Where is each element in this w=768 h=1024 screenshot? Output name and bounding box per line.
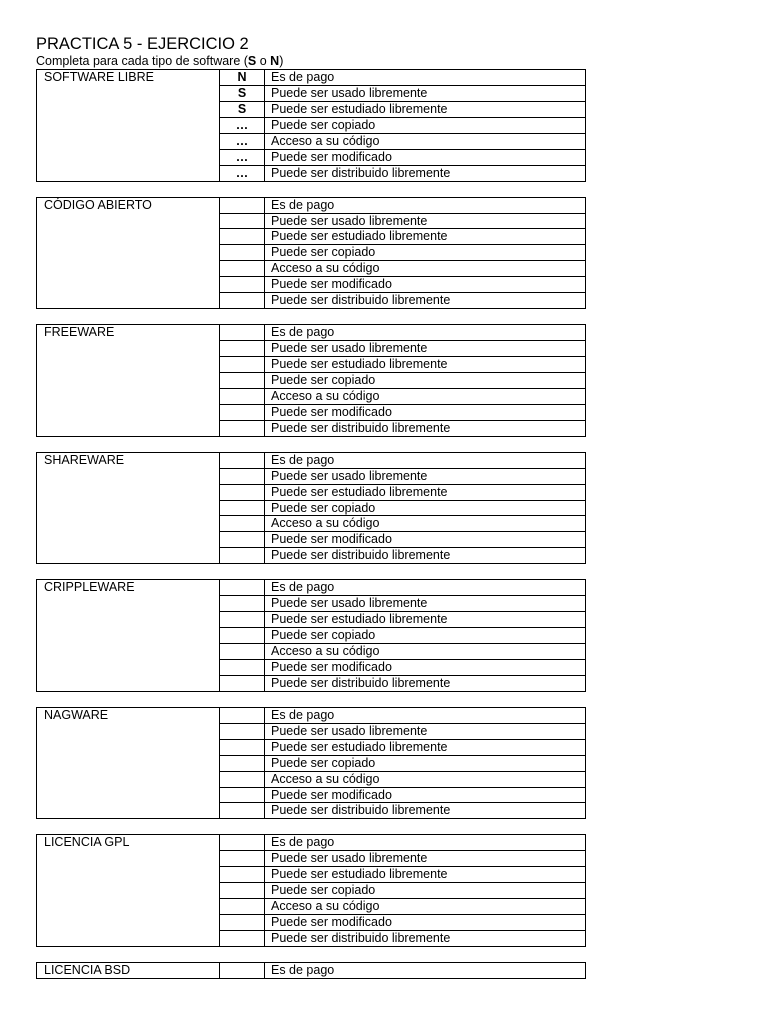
table-row [37, 70, 586, 86]
answer-cell[interactable] [220, 883, 265, 899]
answer-cell[interactable] [220, 532, 265, 548]
answer-cell[interactable] [220, 675, 265, 691]
property-label: Es de pago [265, 70, 586, 86]
answer-cell[interactable] [220, 915, 265, 931]
software-type-name: FREEWARE [37, 325, 220, 437]
block-gap [36, 182, 586, 197]
answer-cell[interactable]: S [220, 85, 265, 101]
software-table [36, 324, 586, 437]
property-label: Es de pago [265, 962, 586, 978]
software-blocks [36, 69, 586, 979]
property-label: Puede ser usado libremente [265, 596, 586, 612]
table-row [37, 580, 586, 596]
answer-cell[interactable]: S [220, 101, 265, 117]
property-label: Puede ser copiado [265, 628, 586, 644]
property-label: Puede ser modificado [265, 532, 586, 548]
property-label: Puede ser copiado [265, 883, 586, 899]
property-label: Puede ser usado libremente [265, 341, 586, 357]
answer-cell[interactable] [220, 357, 265, 373]
software-type-name: LICENCIA BSD [37, 962, 220, 978]
property-label: Puede ser distribuido libremente [265, 293, 586, 309]
answer-cell[interactable] [220, 803, 265, 819]
answer-cell[interactable] [220, 341, 265, 357]
block-gap [36, 819, 586, 834]
answer-cell[interactable] [220, 388, 265, 404]
instructions-suffix: ) [279, 54, 284, 68]
answer-cell[interactable] [220, 931, 265, 947]
property-label: Puede ser usado libremente [265, 468, 586, 484]
property-label: Puede ser usado libremente [265, 213, 586, 229]
property-label: Puede ser distribuido libremente [265, 931, 586, 947]
answer-cell[interactable] [220, 596, 265, 612]
answer-cell[interactable] [220, 835, 265, 851]
answer-cell[interactable] [220, 484, 265, 500]
property-label: Puede ser copiado [265, 372, 586, 388]
answer-cell[interactable] [220, 755, 265, 771]
answer-cell[interactable] [220, 899, 265, 915]
property-label: Acceso a su código [265, 771, 586, 787]
answer-cell[interactable] [220, 420, 265, 436]
answer-cell[interactable] [220, 325, 265, 341]
answer-cell[interactable]: … [220, 149, 265, 165]
software-type-name: SHAREWARE [37, 452, 220, 564]
answer-cell[interactable]: N [220, 70, 265, 86]
answer-cell[interactable] [220, 612, 265, 628]
answer-cell[interactable] [220, 197, 265, 213]
answer-cell[interactable] [220, 229, 265, 245]
property-label: Puede ser modificado [265, 404, 586, 420]
answer-cell[interactable] [220, 404, 265, 420]
property-label: Es de pago [265, 325, 586, 341]
answer-cell[interactable] [220, 245, 265, 261]
property-label: Puede ser modificado [265, 915, 586, 931]
answer-cell[interactable] [220, 548, 265, 564]
instructions [36, 54, 586, 69]
answer-cell[interactable] [220, 659, 265, 675]
software-table [36, 197, 586, 310]
answer-cell[interactable] [220, 787, 265, 803]
answer-cell[interactable] [220, 867, 265, 883]
property-label: Puede ser modificado [265, 277, 586, 293]
software-type-name: NAGWARE [37, 707, 220, 819]
table-row [37, 707, 586, 723]
table-row [37, 962, 586, 978]
block-gap [36, 692, 586, 707]
software-table [36, 69, 586, 182]
instructions-n: N [270, 54, 280, 68]
property-label: Es de pago [265, 452, 586, 468]
answer-cell[interactable] [220, 851, 265, 867]
answer-cell[interactable] [220, 261, 265, 277]
property-label: Puede ser distribuido libremente [265, 165, 586, 181]
answer-cell[interactable] [220, 723, 265, 739]
property-label: Puede ser estudiado libremente [265, 101, 586, 117]
software-table [36, 452, 586, 565]
answer-cell[interactable] [220, 468, 265, 484]
answer-cell[interactable] [220, 707, 265, 723]
answer-cell[interactable] [220, 580, 265, 596]
answer-cell[interactable] [220, 739, 265, 755]
property-label: Puede ser distribuido libremente [265, 803, 586, 819]
instructions-prefix: Completa para cada tipo de software ( [36, 54, 248, 68]
answer-cell[interactable]: … [220, 117, 265, 133]
property-label: Acceso a su código [265, 388, 586, 404]
answer-cell[interactable]: … [220, 165, 265, 181]
table-row [37, 452, 586, 468]
page-title: PRACTICA 5 - EJERCICIO 2 [36, 35, 249, 53]
instructions-mid: o [256, 54, 271, 68]
table-row [37, 197, 586, 213]
software-type-name: CÓDIGO ABIERTO [37, 197, 220, 309]
property-label: Puede ser usado libremente [265, 851, 586, 867]
software-table [36, 579, 586, 692]
property-label: Puede ser distribuido libremente [265, 420, 586, 436]
property-label: Puede ser copiado [265, 117, 586, 133]
block-gap [36, 309, 586, 324]
property-label: Puede ser distribuido libremente [265, 548, 586, 564]
answer-cell[interactable]: … [220, 133, 265, 149]
answer-cell[interactable] [220, 500, 265, 516]
answer-cell[interactable] [220, 293, 265, 309]
software-table [36, 962, 586, 979]
answer-cell[interactable] [220, 771, 265, 787]
property-label: Puede ser estudiado libremente [265, 867, 586, 883]
table-row [37, 835, 586, 851]
software-type-name: CRIPPLEWARE [37, 580, 220, 692]
block-gap [36, 947, 586, 962]
instructions-s: S [247, 54, 257, 68]
property-label: Acceso a su código [265, 261, 586, 277]
property-label: Es de pago [265, 580, 586, 596]
property-label: Puede ser distribuido libremente [265, 675, 586, 691]
software-table [36, 707, 586, 820]
answer-cell[interactable] [220, 516, 265, 532]
property-label: Puede ser estudiado libremente [265, 357, 586, 373]
property-label: Puede ser estudiado libremente [265, 229, 586, 245]
answer-cell[interactable] [220, 962, 265, 978]
property-label: Acceso a su código [265, 899, 586, 915]
answer-cell[interactable] [220, 628, 265, 644]
block-gap [36, 437, 586, 452]
property-label: Puede ser modificado [265, 149, 586, 165]
property-label: Puede ser copiado [265, 245, 586, 261]
property-label: Acceso a su código [265, 133, 586, 149]
property-label: Es de pago [265, 835, 586, 851]
software-type-name: SOFTWARE LIBRE [37, 70, 220, 182]
property-label: Puede ser estudiado libremente [265, 612, 586, 628]
answer-cell[interactable] [220, 277, 265, 293]
software-type-name: LICENCIA GPL [37, 835, 220, 947]
property-label: Puede ser estudiado libremente [265, 484, 586, 500]
answer-cell[interactable] [220, 372, 265, 388]
answer-cell[interactable] [220, 452, 265, 468]
software-table [36, 834, 586, 947]
answer-cell[interactable] [220, 213, 265, 229]
property-label: Es de pago [265, 707, 586, 723]
property-label: Acceso a su código [265, 516, 586, 532]
block-gap [36, 564, 586, 579]
property-label: Es de pago [265, 197, 586, 213]
property-label: Puede ser usado libremente [265, 85, 586, 101]
property-label: Acceso a su código [265, 644, 586, 660]
worksheet-page [36, 34, 586, 979]
property-label: Puede ser modificado [265, 787, 586, 803]
property-label: Puede ser usado libremente [265, 723, 586, 739]
table-row [37, 325, 586, 341]
property-label: Puede ser estudiado libremente [265, 739, 586, 755]
property-label: Puede ser copiado [265, 500, 586, 516]
property-label: Puede ser modificado [265, 659, 586, 675]
property-label: Puede ser copiado [265, 755, 586, 771]
answer-cell[interactable] [220, 644, 265, 660]
